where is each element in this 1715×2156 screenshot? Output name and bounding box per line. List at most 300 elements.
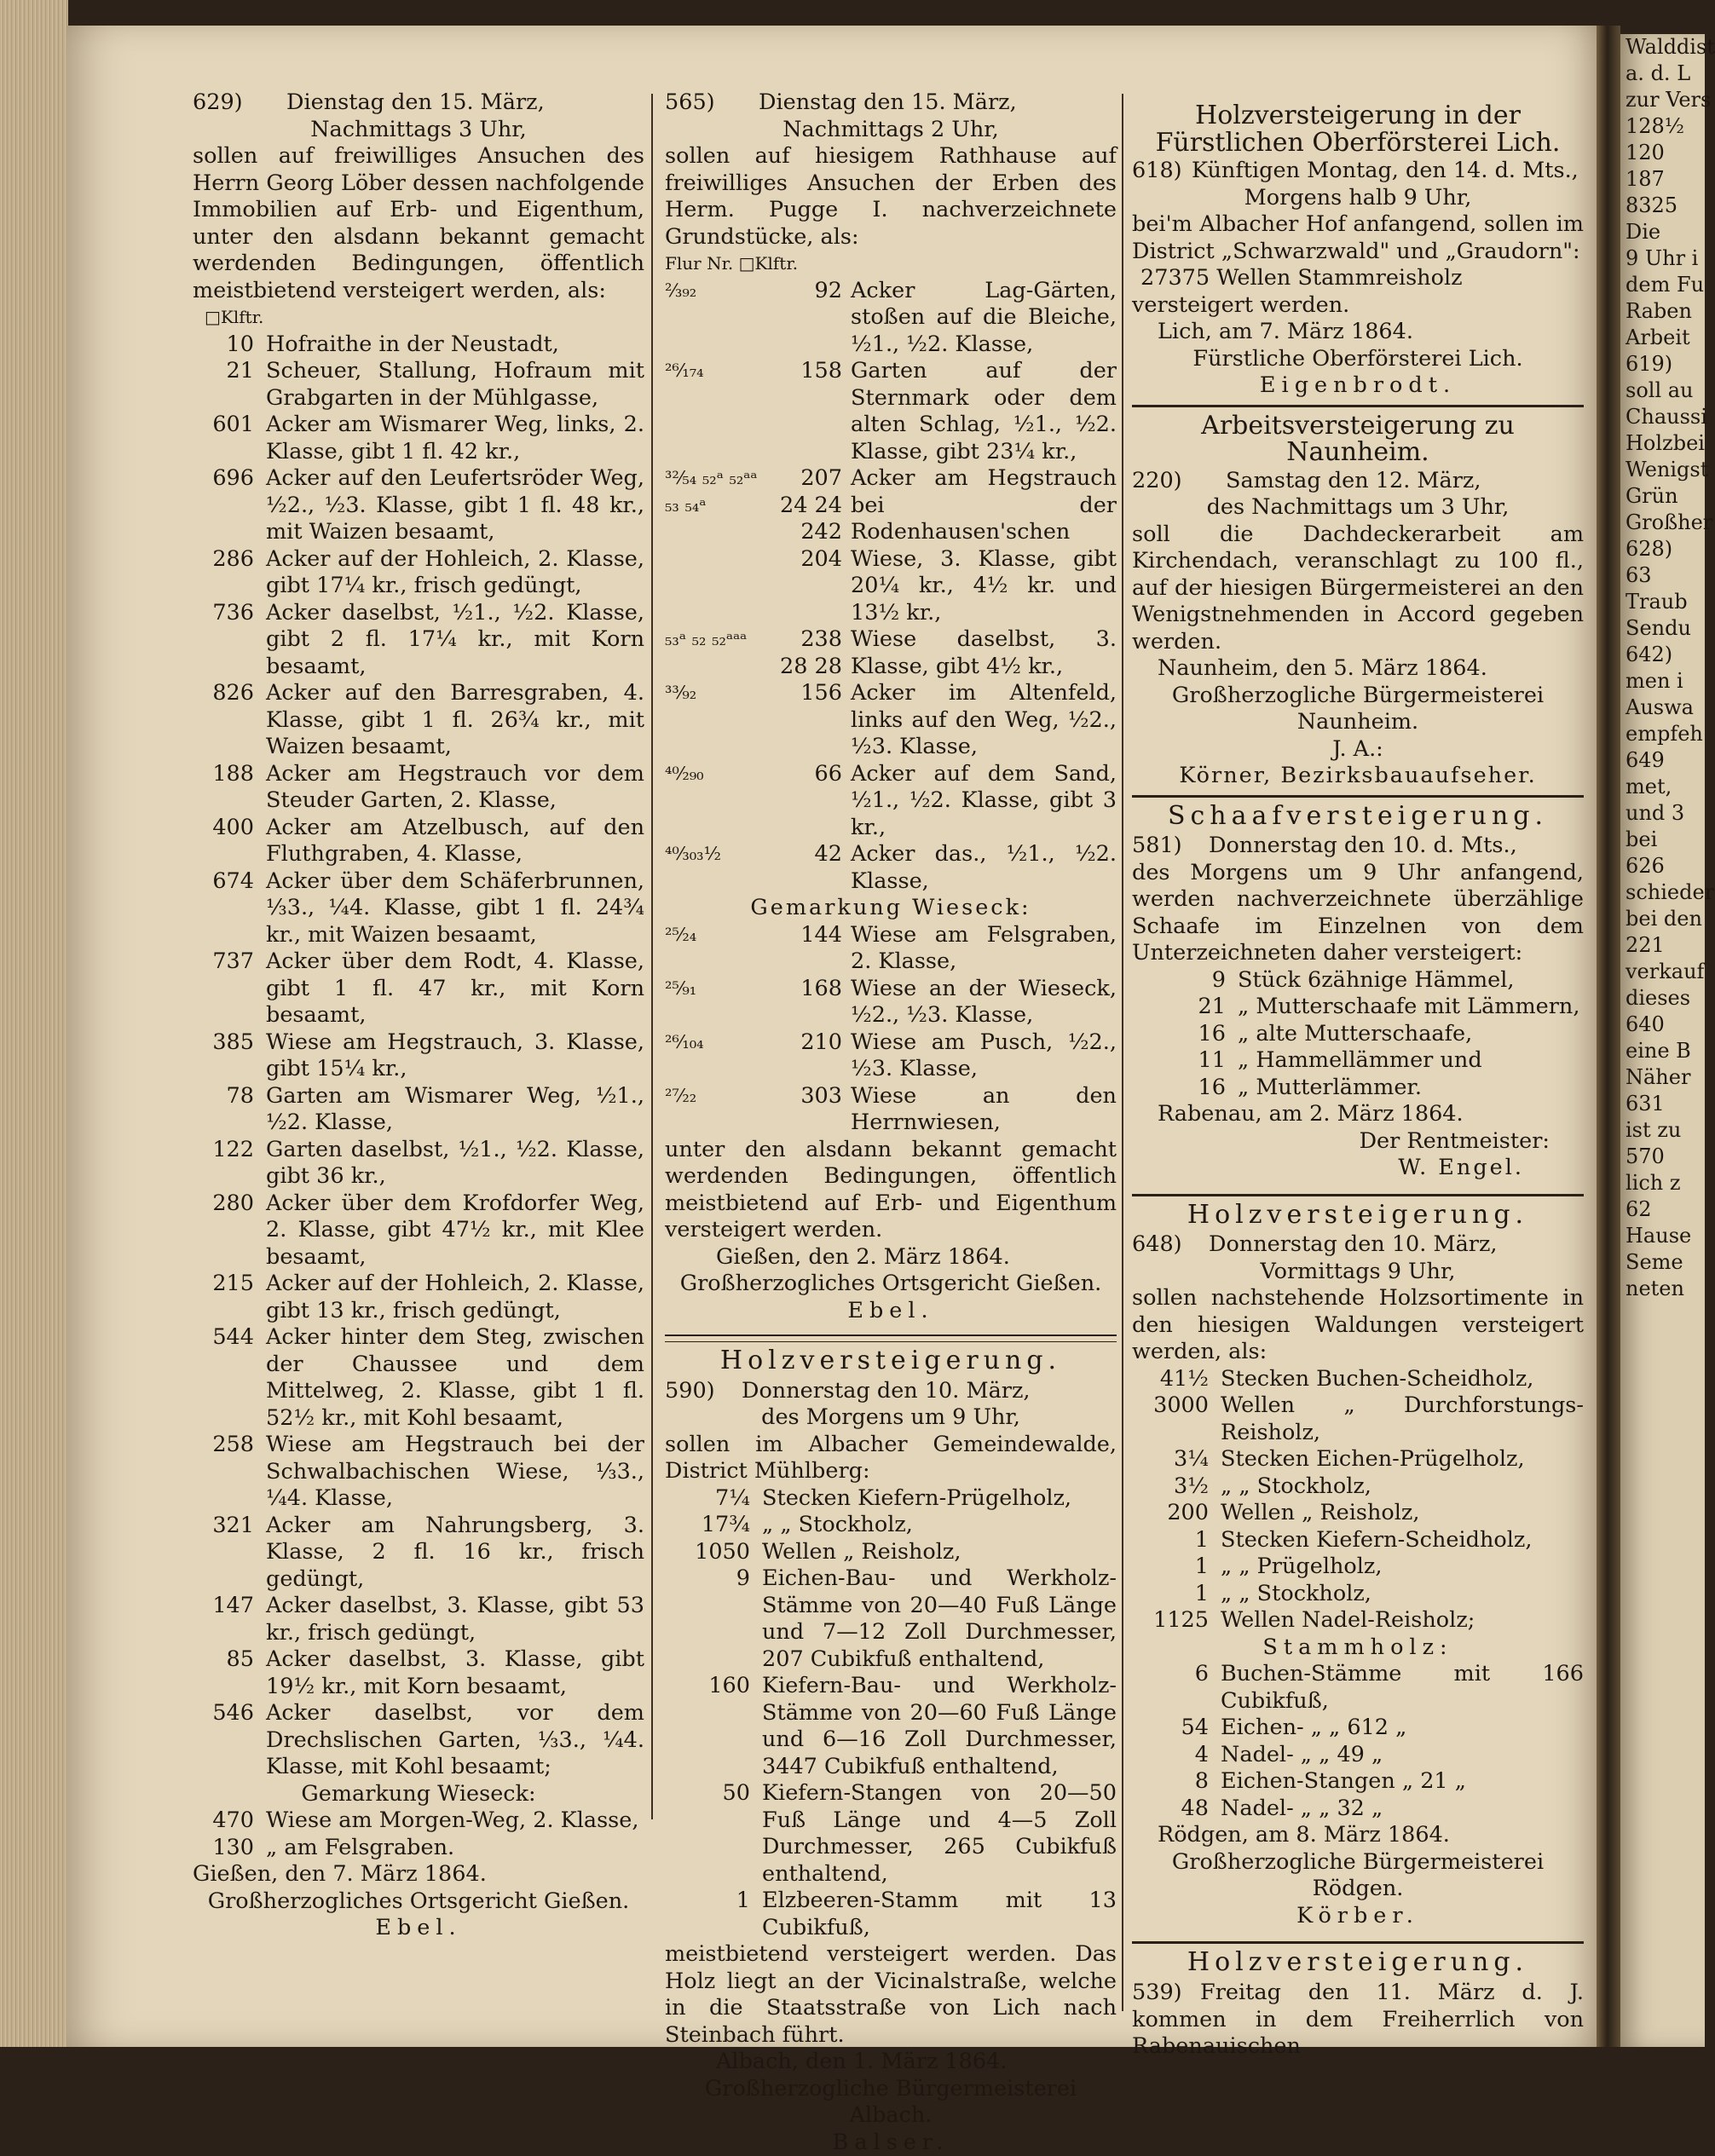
item-text: Stecken Kiefern-Prügelholz, [762, 1485, 1117, 1513]
column-3 [1132, 101, 1584, 2061]
item-text: Stecken Kiefern-Scheidholz, [1221, 1527, 1584, 1554]
list-item [1132, 1446, 1584, 1473]
notice-date: Donnerstag den 10. d. Mts., [1209, 833, 1517, 860]
item-text: Acker über dem Rodt, 4. Klasse, gibt 1 fl. 47 kr., mit Korn besaamt, [266, 948, 644, 1029]
item-text: „ Mutterlämmer. [1238, 1075, 1584, 1102]
notice-time: Vormittags 9 Uhr, [1132, 1259, 1584, 1286]
next-page-text: Traub [1620, 589, 1705, 615]
notice-header [665, 1378, 1117, 1405]
item-number: 78 [193, 1083, 266, 1137]
list-item [193, 600, 644, 681]
item-text: Acker hinter dem Steg, zwischen der Chaussee und dem Mittelweg, 2. Klasse, gibt 1 fl. 52½ kr., mit Kohl besaamt, [266, 1324, 644, 1432]
divider [1132, 1941, 1584, 1944]
next-page-text: Chaussi [1620, 404, 1705, 430]
item-text: „ „ Prügelholz, [1221, 1554, 1584, 1581]
item-number: 280 [193, 1190, 266, 1271]
next-page-text: Raben [1620, 298, 1705, 325]
next-page-text: 8325 [1620, 193, 1705, 219]
list-item [1132, 1796, 1584, 1823]
parcel-number: ²⁵⁄₉₁ [665, 976, 767, 1029]
next-page-text: 187 [1620, 166, 1705, 193]
divider [665, 1335, 1117, 1336]
next-page-text: Hause [1620, 1223, 1705, 1249]
list-item [665, 841, 1117, 895]
next-page-text: Die [1620, 219, 1705, 245]
next-page-text: Großher [1620, 510, 1705, 536]
item-number: 1125 [1132, 1607, 1221, 1634]
next-page-text: 642) [1620, 642, 1705, 668]
item-number: 41½ [1132, 1366, 1221, 1393]
parcel-number: ³²⁄₅₄ ₅₂ᵃ ₅₂ᵃᵃ ₅₃ ₅₄ᵃ [665, 465, 767, 626]
notice-header [193, 89, 644, 117]
notice-text: versteigert werden. [1132, 292, 1584, 320]
item-number: 9 [665, 1565, 762, 1673]
item-number: 168 [767, 976, 851, 1029]
item-number: 1050 [665, 1539, 762, 1566]
list-item [1132, 1366, 1584, 1393]
item-text: Acker über dem Krofdorfer Weg, 2. Klasse, gibt 47½ kr., mit Klee besaamt, [266, 1190, 644, 1271]
item-number: 156 [767, 680, 851, 761]
item-number: 6 [1132, 1661, 1221, 1715]
item-text: Nadel- „ „ 49 „ [1221, 1742, 1584, 1769]
authority: Großherzogliches Ortsgericht Gießen. [665, 1271, 1117, 1298]
column-2 [665, 89, 1117, 2156]
list-item [193, 1593, 644, 1646]
parcel-number: ²⁵⁄₂₄ [665, 922, 767, 976]
item-number: 470 [193, 1807, 266, 1835]
signature: Ebel. [193, 1915, 644, 1942]
item-text: „ „ Stockholz, [762, 1512, 1117, 1539]
notice-date: Samstag den 12. März, [1226, 468, 1481, 495]
item-number: 321 [193, 1513, 266, 1594]
item-text: Acker am Atzelbusch, auf den Fluthgraben, 4. Klasse, [266, 815, 644, 868]
list-item [1132, 1047, 1584, 1075]
item-number: 737 [193, 948, 266, 1029]
list-item [193, 1432, 644, 1513]
wood-list [1132, 1366, 1584, 1634]
list-item [665, 1780, 1117, 1888]
item-number: 16 [1132, 1075, 1238, 1102]
item-text: Acker auf der Hohleich, 2. Klasse, gibt 13 kr., frisch gedüngt, [266, 1271, 644, 1324]
item-text: „ Mutterschaafe mit Lämmern, [1238, 994, 1584, 1021]
notice-time: Morgens halb 9 Uhr, [1132, 185, 1584, 212]
notice-text: bei'm Albacher Hof anfangend, sollen im District „Schwarzwald" und „Graudorn": [1132, 211, 1584, 265]
authority: Großherzogliche Bürgermeisterei Albach. [665, 2076, 1117, 2130]
list-item [193, 1513, 644, 1594]
next-page-text: soll au [1620, 378, 1705, 404]
column-rule-2 [1122, 94, 1123, 2011]
item-number: 1 [665, 1888, 762, 1941]
notice-title: Holzversteigerung. [665, 1347, 1117, 1375]
item-text: Wiese an der Wieseck, ½2., ½3. Klasse, [851, 976, 1117, 1029]
item-text: Acker auf den Barresgraben, 4. Klasse, gibt 1 fl. 26¾ kr., mit Waizen besaamt, [266, 680, 644, 761]
signature: Körber. [1132, 1903, 1584, 1930]
item-text: Acker am Wismarer Weg, links, 2. Klasse, gibt 1 fl. 42 kr., [266, 412, 644, 465]
item-number: 3½ [1132, 1473, 1221, 1501]
next-page-text: 128½ [1620, 113, 1705, 140]
item-number: 215 [193, 1271, 266, 1324]
list-item [193, 358, 644, 412]
authority: Großherzogliche Bürgermeisterei Rödgen. [1132, 1849, 1584, 1903]
item-number: 736 [193, 600, 266, 681]
item-text: Acker daselbst, ½1., ½2. Klasse, gibt 2 fl. 17¼ kr., mit Korn besaamt, [266, 600, 644, 681]
list-item [193, 1835, 644, 1862]
item-text: Acker daselbst, 3. Klasse, gibt 19½ kr., mit Korn besaamt, [266, 1646, 644, 1700]
list-item [665, 1565, 1117, 1673]
item-number: 546 [193, 1700, 266, 1781]
next-page-text: Walddist [1620, 34, 1705, 61]
property-list-2 [193, 1807, 644, 1861]
next-page-text: verkauf [1620, 959, 1705, 985]
item-text: Acker auf dem Sand, ½1., ½2. Klasse, gibt 3 kr., [851, 761, 1117, 842]
authority: Großherzogliche Bürgermeisterei Naunheim. [1132, 683, 1584, 736]
item-number: 210 [767, 1029, 851, 1083]
column-1 [193, 89, 644, 1942]
item-number: 122 [193, 1137, 266, 1190]
next-page-text: dieses [1620, 985, 1705, 1012]
list-item [1132, 1527, 1584, 1554]
notice-number: 539) [1132, 1980, 1200, 2007]
trunk-list [1132, 1661, 1584, 1822]
notice-header [1132, 158, 1584, 185]
divider [665, 1341, 1117, 1342]
next-page-text: Sendu [1620, 615, 1705, 642]
item-text: Wellen „ Durchforstungs-Reisholz, [1221, 1392, 1584, 1446]
item-text: Nadel- „ „ 32 „ [1221, 1796, 1584, 1823]
list-item [193, 815, 644, 868]
item-number: 544 [193, 1324, 266, 1432]
notice-date: Donnerstag den 10. März, [1209, 1231, 1498, 1259]
next-page-text: 619) [1620, 351, 1705, 378]
item-text: Scheuer, Stallung, Hofraum mit Grabgarten in der Mühlgasse, [266, 358, 644, 412]
signature: W. Engel. [1132, 1155, 1584, 1182]
item-text: Wiese am Morgen-Weg, 2. Klasse, [266, 1807, 644, 1835]
item-number: 674 [193, 868, 266, 949]
notice-text: Freitag den 11. März d. J. kommen in dem Freiherrlich von Rabenauischen [1132, 1980, 1584, 2061]
item-number: 130 [193, 1835, 266, 1862]
list-item [665, 626, 1117, 680]
item-number: 385 [193, 1029, 266, 1083]
item-text: Acker am Nahrungsberg, 3. Klasse, 2 fl. 16 kr., frisch gedüngt, [266, 1513, 644, 1594]
item-number: 158 [767, 358, 851, 465]
notice-text: des Morgens um 9 Uhr anfangend, werden nachverzeichnete überzählige Schaafe im Einzelnen von dem Unterzeichneten daher versteigert: [1132, 860, 1584, 967]
list-item [193, 1029, 644, 1083]
notice-number: 629) [193, 89, 286, 117]
list-item [1132, 1500, 1584, 1527]
notice-number: 618) [1132, 158, 1192, 185]
divider [1132, 795, 1584, 798]
next-page-text: 9 Uhr i [1620, 245, 1705, 272]
notice-header [665, 89, 1117, 117]
item-text: Wiese am Hegstrauch bei der Schwalbachischen Wiese, ⅓3., ¼4. Klasse, [266, 1432, 644, 1513]
item-number: 147 [193, 1593, 266, 1646]
item-text: Eichen-Stangen „ 21 „ [1221, 1768, 1584, 1796]
sheep-list [1132, 967, 1584, 1102]
list-item [665, 1029, 1117, 1083]
item-text: Wellen „ Reisholz, [1221, 1500, 1584, 1527]
item-number: 9 [1132, 967, 1238, 994]
list-item [1132, 1473, 1584, 1501]
list-item [665, 1673, 1117, 1780]
notice-title: Holzversteigerung in der Fürstlichen Oberförsterei Lich. [1132, 102, 1584, 156]
notice-title: Schaafversteigerung. [1132, 803, 1584, 830]
list-item [1132, 1554, 1584, 1581]
list-item [1132, 1607, 1584, 1634]
item-text: Wellen „ Reisholz, [762, 1539, 1117, 1566]
klftr-label: □Klftr. [193, 304, 644, 331]
parcel-number: ²⁶⁄₁₇₄ [665, 358, 767, 465]
gemarkung-heading: Gemarkung Wieseck: [665, 895, 1117, 922]
place-date: Gießen, den 7. März 1864. [193, 1861, 644, 1888]
notice-text: Künftigen Montag, den 14. d. Mts., [1192, 158, 1579, 185]
item-number: 7¼ [665, 1485, 762, 1513]
next-page-text: 62 [1620, 1196, 1705, 1223]
item-number: 1 [1132, 1527, 1221, 1554]
list-item [1132, 994, 1584, 1021]
notice-time: des Morgens um 9 Uhr, [665, 1404, 1117, 1432]
item-text: Eichen-Bau- und Werkholz-Stämme von 20—40 Fuß Länge und 7—12 Zoll Durchmesser, 207 Cubikfuß enthaltend, [762, 1565, 1117, 1673]
next-page-text: Wenigst [1620, 457, 1705, 483]
item-text: „ am Felsgraben. [266, 1835, 644, 1862]
item-number: 258 [193, 1432, 266, 1513]
notice-outro: meistbietend versteigert werden. Das Holz liegt an der Vicinalstraße, welche in die Staatsstraße von Lich nach Steinbach führt. [665, 1941, 1117, 2049]
item-number: 286 [193, 546, 266, 600]
next-page-text: bei [1620, 827, 1705, 853]
list-item [1132, 1768, 1584, 1796]
item-text: Wiese daselbst, 3. Klasse, gibt 4½ kr., [851, 626, 1117, 680]
authority: Der Rentmeister: [1132, 1128, 1584, 1156]
item-text: Buchen-Stämme mit 166 Cubikfuß, [1221, 1661, 1584, 1715]
item-text: Acker Lag-Gärten, stoßen auf die Bleiche, ½1., ½2. Klasse, [851, 278, 1117, 359]
item-number: 601 [193, 412, 266, 465]
next-page-text: bei den [1620, 906, 1705, 932]
item-number: 826 [193, 680, 266, 761]
list-item [1132, 1075, 1584, 1102]
next-page-text: Näher [1620, 1064, 1705, 1091]
next-page-edge [1620, 34, 1705, 2047]
list-item [193, 546, 644, 600]
next-page-text: met, [1620, 774, 1705, 800]
notice-date: Dienstag den 15. März, [286, 89, 545, 117]
signature: Eigenbrodt. [1132, 372, 1584, 400]
list-item [193, 761, 644, 815]
item-number: 92 [767, 278, 851, 359]
list-item [1132, 1392, 1584, 1446]
list-item [1132, 1581, 1584, 1608]
next-page-text: 640 [1620, 1012, 1705, 1038]
list-item [665, 680, 1117, 761]
item-text: „ Hammellämmer und [1238, 1047, 1584, 1075]
item-text: Acker daselbst, vor dem Drechslischen Garten, ⅓3., ¼4. Klasse, mit Kohl besaamt; [266, 1700, 644, 1781]
item-number: 66 [767, 761, 851, 842]
item-text: Wiese an den Herrnwiesen, [851, 1083, 1117, 1137]
notice-number: 565) [665, 89, 759, 117]
next-page-text: lich z [1620, 1170, 1705, 1196]
item-text: Stecken Buchen-Scheidholz, [1221, 1366, 1584, 1393]
item-text: Acker im Altenfeld, links auf den Weg, ½2., ½3. Klasse, [851, 680, 1117, 761]
notice-title: Holzversteigerung. [1132, 1949, 1584, 1976]
list-item [665, 465, 1117, 626]
next-page-text: neten [1620, 1276, 1705, 1302]
item-text: Acker daselbst, 3. Klasse, gibt 53 kr., frisch gedüngt, [266, 1593, 644, 1646]
property-list [193, 331, 644, 1781]
item-number: 16 [1132, 1021, 1238, 1048]
place-date: Lich, am 7. März 1864. [1132, 319, 1584, 346]
item-text: Garten am Wismarer Weg, ½1., ½2. Klasse, [266, 1083, 644, 1137]
signature: Balser. [665, 2130, 1117, 2156]
notice-intro: sollen auf freiwilliges Ansuchen des Herrn Georg Löber dessen nachfolgende Immobilien auf Erb- und Eigenthum, unter den alsdann bekannt gemacht werdenden Bedingungen, öffentlich meistbietend versteigert werden, als: [193, 143, 644, 304]
notice-header [1132, 1231, 1584, 1259]
item-text: Acker auf der Hohleich, 2. Klasse, gibt 17¼ kr., frisch gedüngt, [266, 546, 644, 600]
item-text: Kiefern-Bau- und Werkholz-Stämme von 20—60 Fuß Länge und 6—16 Zoll Durchmesser, 3447 Cubikfuß enthaltend, [762, 1673, 1117, 1780]
notice-date: Donnerstag den 10. März, [742, 1378, 1031, 1405]
list-item [665, 1539, 1117, 1566]
notice-intro: sollen auf hiesigem Rathhause auf freiwilliges Ansuchen der Erben des Herm. Pugge I. nachverzeichnete Grundstücke, als: [665, 143, 1117, 251]
notice-number: 581) [1132, 833, 1209, 860]
parcel-number: ²⁶⁄₁₀₄ [665, 1029, 767, 1083]
next-page-text: 649 [1620, 747, 1705, 774]
place-date: Rabenau, am 2. März 1864. [1132, 1101, 1584, 1128]
notice-time: Nachmittags 3 Uhr, [193, 117, 644, 144]
item-number: 144 [767, 922, 851, 976]
item-number: 50 [665, 1780, 762, 1888]
next-page-text: 631 [1620, 1091, 1705, 1117]
stammholz-heading: Stammholz: [1132, 1634, 1584, 1662]
item-text: „ „ Stockholz, [1221, 1581, 1584, 1608]
next-page-text: Seme [1620, 1249, 1705, 1276]
list-item [665, 358, 1117, 465]
list-item [1132, 1742, 1584, 1769]
divider [1132, 1194, 1584, 1196]
place-date: Rödgen, am 8. März 1864. [1132, 1822, 1584, 1849]
notice-intro: sollen nachstehende Holzsortimente in den hiesigen Waldungen versteigert werden, als: [1132, 1285, 1584, 1366]
authority: Großherzogliches Ortsgericht Gießen. [193, 1888, 644, 1916]
item-text: Wiese am Hegstrauch, 3. Klasse, gibt 15¼ kr., [266, 1029, 644, 1083]
next-page-text: Auswa [1620, 695, 1705, 721]
list-item [193, 868, 644, 949]
next-page-text: a. d. L [1620, 61, 1705, 87]
list-item [1132, 1661, 1584, 1715]
item-text: Acker über dem Schäferbrunnen, ⅓3., ¼4. Klasse, gibt 1 fl. 24¾ kr., mit Waizen besaamt, [266, 868, 644, 949]
parcel-number: ⁴⁰⁄₂₉₀ [665, 761, 767, 842]
item-text: Wiese am Felsgraben, 2. Klasse, [851, 922, 1117, 976]
notice-intro: sollen im Albacher Gemeindewalde, District Mühlberg: [665, 1432, 1117, 1485]
notice-number: 648) [1132, 1231, 1209, 1259]
item-number: 696 [193, 465, 266, 546]
parcel-number: ₅₃ᵃ ₅₂ ₅₂ᵃᵃᵃ [665, 626, 767, 680]
divider [1132, 405, 1584, 407]
list-item [193, 412, 644, 465]
list-item [193, 1807, 644, 1835]
list-item [193, 331, 644, 359]
next-page-text: Grün [1620, 483, 1705, 510]
list-item [193, 1190, 644, 1271]
item-text: „ „ Stockholz, [1221, 1473, 1584, 1501]
item-number: 4 [1132, 1742, 1221, 1769]
notice-time: des Nachmittags um 3 Uhr, [1132, 494, 1584, 522]
parcel-number: ³³⁄₉₂ [665, 680, 767, 761]
item-number: 3¼ [1132, 1446, 1221, 1473]
list-item [1132, 967, 1584, 994]
authority: Fürstliche Oberförsterei Lich. [1132, 346, 1584, 373]
item-number: 238 28 28 [767, 626, 851, 680]
list-item [193, 1324, 644, 1432]
list-item [1132, 1021, 1584, 1048]
item-text: Eichen- „ „ 612 „ [1221, 1715, 1584, 1742]
item-text: Kiefern-Stangen von 20—50 Fuß Länge und 4—5 Zoll Durchmesser, 265 Cubikfuß enthaltend, [762, 1780, 1117, 1888]
item-text: „ alte Mutterschaafe, [1238, 1021, 1584, 1048]
list-item [665, 1485, 1117, 1513]
next-page-text: schieder [1620, 879, 1705, 906]
place-date: Gießen, den 2. März 1864. [665, 1244, 1117, 1271]
list-item [665, 278, 1117, 359]
book-gutter [1597, 26, 1620, 2047]
place-date: Albach, den 1. März 1864. [665, 2049, 1117, 2076]
signature: Ebel. [665, 1298, 1117, 1325]
item-text: Stück 6zähnige Hämmel, [1238, 967, 1584, 994]
item-number: 188 [193, 761, 266, 815]
item-number: 21 [1132, 994, 1238, 1021]
item-number: 10 [193, 331, 266, 359]
next-page-text: 570 [1620, 1144, 1705, 1170]
list-item [1132, 1715, 1584, 1742]
next-page-text: Arbeit [1620, 325, 1705, 351]
parcel-number: ⅔₉₂ [665, 278, 767, 359]
notice-outro: unter den alsdann bekannt gemacht werdenden Bedingungen, öffentlich meistbietend auf Erb- und Eigenthum versteigert werden. [665, 1137, 1117, 1244]
item-number: 1 [1132, 1581, 1221, 1608]
item-number: 85 [193, 1646, 266, 1700]
item-number: 48 [1132, 1796, 1221, 1823]
item-text: Acker am Hegstrauch bei der Rodenhausen'schen Wiese, 3. Klasse, gibt 20¼ kr., 4½ kr. und 13½ kr., [851, 465, 1117, 626]
item-text: Garten auf der Sternmark oder dem alten Schlag, ½1., ½2. Klasse, gibt 23¼ kr., [851, 358, 1117, 465]
next-page-text: eine B [1620, 1038, 1705, 1064]
next-page-text: 63 [1620, 562, 1705, 589]
item-text: Acker das., ½1., ½2. Klasse, [851, 841, 1117, 895]
item-number: 21 [193, 358, 266, 412]
item-text: Wiese am Pusch, ½2., ½3. Klasse, [851, 1029, 1117, 1083]
item-number: 160 [665, 1673, 762, 1780]
item-text: Wellen Nadel-Reisholz; [1221, 1607, 1584, 1634]
item-text: Elzbeeren-Stamm mit 13 Cubikfuß, [762, 1888, 1117, 1941]
next-page-text: Holzbei [1620, 430, 1705, 457]
notice-text: 27375 Wellen Stammreisholz [1132, 265, 1584, 292]
property-list [665, 278, 1117, 896]
notice-title: Arbeitsversteigerung zu Naunheim. [1132, 412, 1584, 466]
list-item [193, 1700, 644, 1781]
next-page-text: ist zu [1620, 1117, 1705, 1144]
item-number: 54 [1132, 1715, 1221, 1742]
next-page-text: men i [1620, 668, 1705, 695]
wood-list [665, 1485, 1117, 1942]
next-page-text: dem Fu [1620, 272, 1705, 298]
item-text: Acker auf den Leufertsröder Weg, ½2., ½3. Klasse, gibt 1 fl. 48 kr., mit Waizen besaamt, [266, 465, 644, 546]
list-item [193, 1083, 644, 1137]
item-text: Hofraithe in der Neustadt, [266, 331, 644, 359]
book-edge [0, 0, 68, 2047]
item-number: 303 [767, 1083, 851, 1137]
parcel-number: ⁴⁰⁄₃₀₃½ [665, 841, 767, 895]
item-text: Garten daselbst, ½1., ½2. Klasse, gibt 36 kr., [266, 1137, 644, 1190]
list-item [193, 1646, 644, 1700]
list-item [665, 976, 1117, 1029]
item-number: 400 [193, 815, 266, 868]
next-page-text: 120 [1620, 140, 1705, 166]
list-item [665, 922, 1117, 976]
notice-date: Dienstag den 15. März, [759, 89, 1017, 117]
list-item [665, 1888, 1117, 1941]
item-number: 3000 [1132, 1392, 1221, 1446]
list-item [665, 1512, 1117, 1539]
